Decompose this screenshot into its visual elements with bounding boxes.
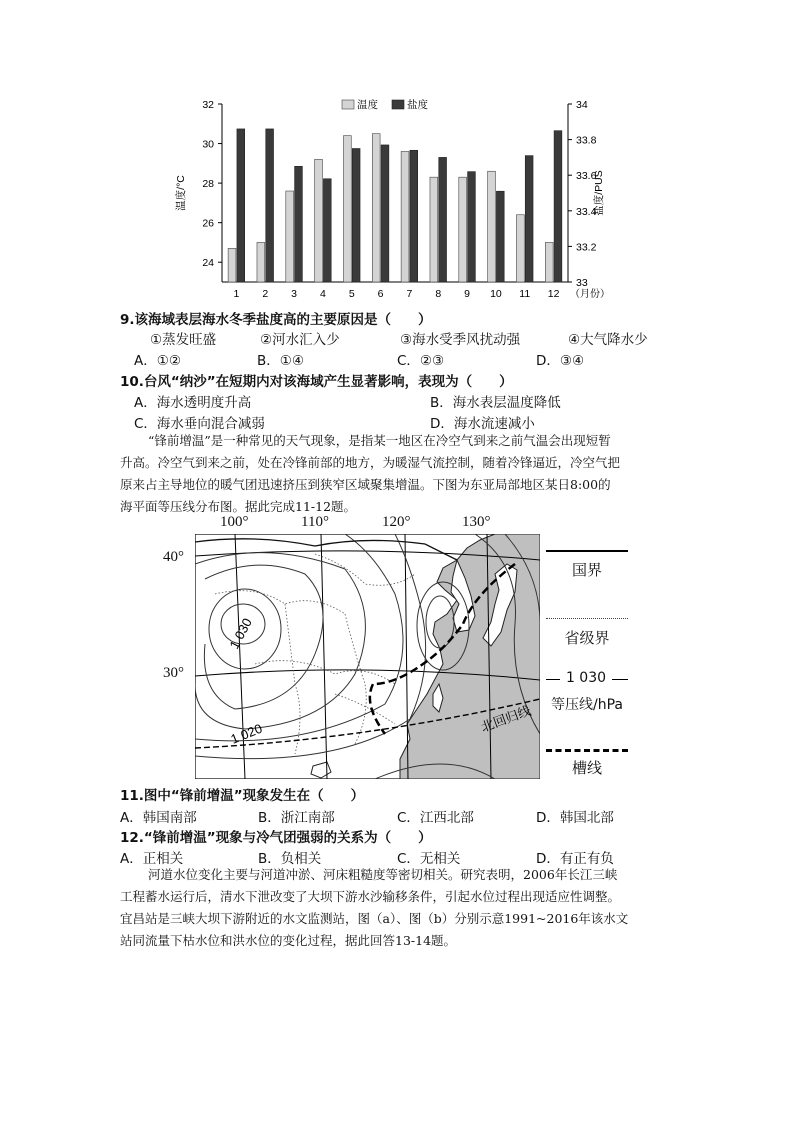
salinity-bar: [323, 179, 331, 282]
q9-stem: 9.该海域表层海水冬季盐度高的主要原因是（ ）: [120, 312, 432, 328]
lat-label-40: 40°: [163, 549, 184, 565]
q9-choice-a[interactable]: A．①②: [134, 353, 181, 369]
q9-item-3: ③海水受季风扰动强: [400, 332, 521, 348]
salinity-bar: [496, 191, 504, 282]
temperature-bar: [430, 177, 438, 282]
temperature-bar: [315, 159, 323, 282]
left-axis-title: 温度/°C: [175, 175, 187, 211]
month-label: 12: [547, 288, 560, 300]
right-tick-label: 33.2: [576, 241, 597, 254]
q11-choice-d[interactable]: D．韩国北部: [536, 810, 614, 826]
left-tick-label: 28: [202, 178, 214, 191]
passage1-line: 原来占主导地位的暖气团迅速挤压到狭窄区域聚集增温。下图为东亚局部地区某日8:00的: [120, 477, 611, 492]
legend-swatch-temperature: [342, 100, 354, 109]
lon-label-100: 100°: [220, 514, 249, 530]
right-axis-title: 盐度/PUS: [593, 170, 605, 216]
salinity-bar: [468, 172, 476, 282]
right-tick-label: 34: [576, 99, 588, 111]
q10-stem: 10.台风“纳沙”在短期内对该海域产生显著影响，表现为（ ）: [120, 374, 513, 390]
month-label: 6: [377, 288, 384, 300]
q11-stem: 11.图中“锋前增温”现象发生在（ ）: [120, 788, 365, 804]
month-label: 2: [262, 288, 269, 300]
month-label: 9: [464, 288, 471, 300]
legend-trough-label: 槽线: [571, 759, 602, 777]
temperature-bar: [401, 151, 409, 282]
lon-label-120: 120°: [382, 514, 411, 530]
q12-stem: 12.“锋前增温”现象与冷气团强弱的关系为（ ）: [120, 830, 432, 846]
month-label: 1: [233, 288, 240, 300]
month-label: 5: [348, 288, 355, 300]
q11-choice-a[interactable]: A．韩国南部: [120, 810, 197, 826]
q10-choice-c[interactable]: C．海水垂向混合减弱: [134, 416, 265, 432]
right-tick-label: 33.6: [576, 170, 597, 183]
legend-province-line: [546, 618, 628, 619]
x-axis-unit: （月份）: [570, 289, 610, 300]
salinity-bar: [381, 145, 389, 282]
salinity-bar: [352, 149, 360, 283]
legend-isobar-sample: 1 030: [565, 670, 607, 686]
left-tick-label: 26: [202, 217, 214, 230]
tropic-label: 北回归线: [478, 702, 533, 735]
passage-river-level: [120, 864, 680, 952]
passage1-line: 海平面等压线分布图。据此完成11-12题。: [120, 499, 357, 514]
passage1-line: 升高。冷空气到来之前，处在冷锋前部的地方，为暖湿气流控制，随着冷锋逼近，冷空气把: [120, 455, 621, 470]
month-label: 3: [291, 288, 298, 300]
passage1-line: “锋前增温”是一种常见的天气现象，是指某一地区在冷空气到来之前气温会出现短暂: [148, 433, 611, 448]
legend-swatch-salinity: [392, 100, 404, 109]
q12-choice-d[interactable]: D．有正有负: [536, 851, 614, 867]
temperature-bar: [488, 171, 496, 282]
right-tick-label: 33.8: [576, 134, 597, 147]
salinity-bar: [525, 156, 533, 282]
left-tick-label: 32: [202, 99, 214, 111]
q10-choice-a[interactable]: A．海水透明度升高: [134, 395, 252, 411]
passage2-line: 宜昌站是三峡大坝下游附近的水文监测站，图（a）、图（b）分别示意1991~2016年该水文: [120, 911, 629, 926]
lon-label-110: 110°: [301, 514, 329, 530]
isobar-label-1020: 1 020: [228, 720, 265, 747]
salinity-bar: [554, 131, 562, 282]
map-legend: [546, 534, 628, 779]
temp-salinity-chart: [170, 92, 610, 307]
right-tick-label: 33: [576, 277, 588, 289]
legend-isobar-label: 等压线/hPa: [551, 697, 623, 713]
q9-item-4: ④大气降水少: [568, 332, 648, 348]
right-tick-label: 33.4: [576, 205, 597, 218]
q12-choice-c[interactable]: C．无相关: [397, 851, 461, 867]
q12-choice-b[interactable]: B．负相关: [258, 851, 322, 867]
q11-choice-b[interactable]: B．浙江南部: [258, 810, 335, 826]
passage2-line: 站同流量下枯水位和洪水位的变化过程，据此回答13-14题。: [120, 933, 457, 948]
month-label: 11: [519, 288, 531, 300]
salinity-bar: [266, 129, 274, 282]
isobar-label-1030: 1 030: [226, 615, 255, 652]
passage-front-warming: [120, 430, 680, 518]
temperature-bar: [545, 242, 553, 282]
temperature-bar: [228, 248, 236, 282]
temperature-bar: [516, 215, 524, 282]
left-tick-label: 30: [202, 138, 214, 151]
q9-choice-b[interactable]: B．①④: [257, 353, 304, 369]
legend-isobar-line-left: [546, 679, 560, 680]
q9-choice-c[interactable]: C．②③: [397, 353, 445, 369]
temperature-bar: [459, 177, 467, 282]
legend-trough-line: [546, 749, 628, 752]
salinity-bar: [295, 166, 303, 282]
temperature-bar: [372, 134, 380, 282]
legend-isobar-line-right: [612, 679, 628, 680]
passage2-line: 河道水位变化主要与河道冲淤、河床粗糙度等密切相关。研究表明，2006年长江三峡: [148, 867, 618, 882]
q10-choice-d[interactable]: D．海水流速减小: [430, 416, 535, 432]
temperature-bar: [343, 136, 351, 282]
legend-label-temperature: 温度: [357, 99, 378, 111]
temperature-bar: [286, 191, 294, 282]
isobar-map: [195, 534, 540, 779]
legend-label-salinity: 盐度: [407, 99, 428, 111]
legend-border-label: 国界: [571, 561, 602, 579]
temperature-bar: [257, 242, 265, 282]
q12-choice-a[interactable]: A．正相关: [120, 851, 184, 867]
legend-province-label: 省级界: [564, 629, 610, 647]
q10-choice-b[interactable]: B．海水表层温度降低: [430, 395, 561, 411]
q11-choice-c[interactable]: C．江西北部: [397, 810, 474, 826]
legend-border-line: [546, 550, 628, 552]
lat-label-30: 30°: [163, 665, 184, 681]
month-label: 8: [435, 288, 442, 300]
salinity-bar: [439, 157, 447, 282]
q9-item-1: ①蒸发旺盛: [150, 332, 217, 348]
month-label: 4: [319, 288, 326, 300]
salinity-bar: [237, 129, 245, 282]
salinity-bar: [410, 150, 418, 282]
month-label: 7: [406, 288, 413, 300]
q9-choice-d[interactable]: D．③④: [536, 353, 585, 369]
left-tick-label: 24: [202, 257, 214, 270]
lon-label-130: 130°: [462, 514, 491, 530]
passage2-line: 工程蓄水运行后，清水下泄改变了大坝下游水沙输移条件，引起水位过程出现适应性调整。: [120, 889, 621, 904]
month-label: 10: [490, 288, 502, 300]
q9-item-2: ②河水汇入少: [260, 332, 340, 348]
